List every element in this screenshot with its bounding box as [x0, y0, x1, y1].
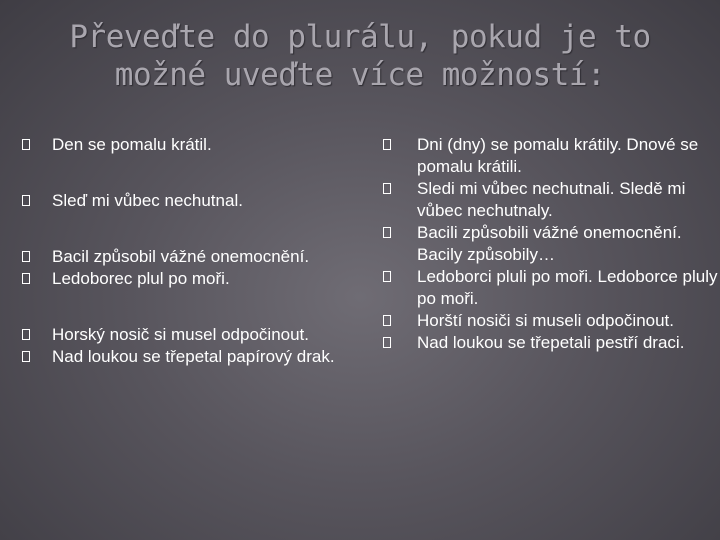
bullet-box-icon [22, 351, 30, 362]
bullet-box-icon [383, 337, 391, 348]
bullet-box-icon [22, 195, 30, 206]
list-item [383, 178, 719, 222]
right-column-list [383, 134, 719, 354]
bullet-box-icon [22, 329, 30, 340]
bullet-box-icon [383, 271, 391, 282]
list-item [383, 134, 719, 178]
list-item-text: Sledi mi vůbec nechutnali. Sledě mi vůbec nechutnaly. [417, 179, 686, 220]
list-item [22, 324, 352, 346]
list-item [22, 246, 352, 268]
list-item-text: Sleď mi vůbec nechutnal. [52, 191, 243, 210]
list-item [383, 266, 719, 310]
slide-title [0, 18, 720, 94]
list-item [22, 190, 372, 212]
bullet-box-icon [22, 251, 30, 262]
list-item-text: Ledoborec plul po moři. [52, 269, 230, 288]
list-item-text: Nad loukou se třepetal papírový drak. [52, 347, 335, 366]
bullet-box-icon [383, 227, 391, 238]
list-item [383, 310, 719, 332]
list-item-text: Dni (dny) se pomalu krátily. Dnové se pomalu krátili. [417, 135, 699, 176]
list-item [383, 332, 719, 354]
list-item-text: Den se pomalu krátil. [52, 135, 212, 154]
title-line-1: Převeďte do plurálu, pokud je to [69, 19, 651, 55]
list-item-text: Bacil způsobil vážné onemocnění. [52, 247, 310, 266]
list-item [22, 134, 372, 156]
list-item [22, 268, 372, 290]
bullet-box-icon [22, 139, 30, 150]
list-item-text: Ledoborci pluli po moři. Ledoborce pluly po moři. [417, 267, 718, 308]
list-item-text: Horští nosiči si museli odpočinout. [417, 311, 675, 330]
bullet-box-icon [383, 315, 391, 326]
list-item [383, 222, 719, 266]
list-item-text: Horský nosič si musel odpočinout. [52, 325, 310, 344]
list-item-text: Nad loukou se třepetali pestří draci. [417, 333, 685, 352]
bullet-box-icon [22, 273, 30, 284]
left-column-list [22, 134, 372, 368]
bullet-box-icon [383, 139, 391, 150]
title-line-2: možné uveďte více možností: [114, 57, 606, 93]
list-item-text: Bacili způsobili vážné onemocnění. Bacily způsobily… [417, 223, 682, 264]
list-item [22, 346, 342, 368]
bullet-box-icon [383, 183, 391, 194]
